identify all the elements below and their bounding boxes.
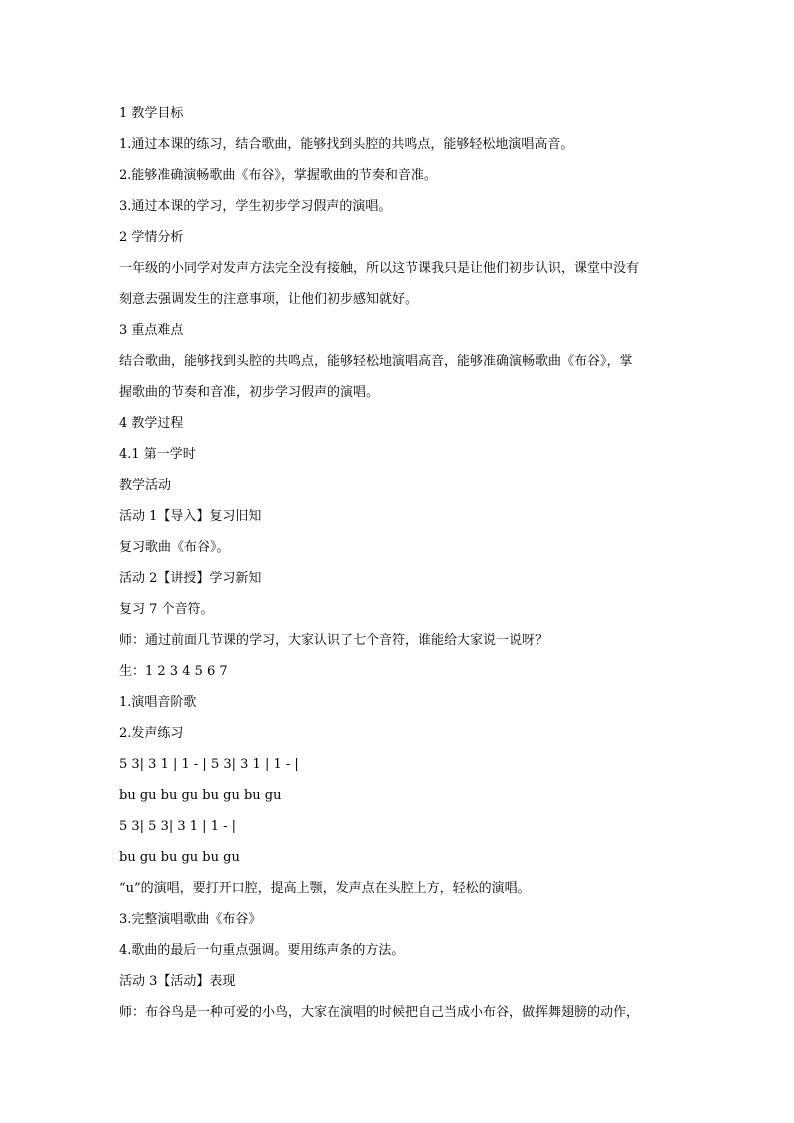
subsection-heading-first-period: 4.1 第一学时: [119, 447, 196, 462]
document-body: [119, 98, 679, 1028]
activity-3-heading: 活动 3【活动】表现: [119, 974, 236, 989]
key-points-text-line-1: 结合歌曲，能够找到头腔的共鸣点，能够轻松地演唱高音，能够准确演畅歌曲《布谷》，掌: [119, 354, 633, 369]
step-vocal-practice: 2.发声练习: [119, 726, 184, 741]
goal-item-1: 1.通过本课的练习，结合歌曲，能够找到头腔的共鸣点，能够轻松地演唱高音。: [119, 137, 574, 152]
lyrics-line-2: bu gu bu gu bu gu: [119, 850, 240, 865]
step-last-phrase: 4.歌曲的最后一句重点强调。要用练声条的方法。: [119, 943, 405, 958]
activity-2-text: 复习 7 个音符。: [119, 602, 214, 617]
section-heading-teaching-goals: 1 教学目标: [119, 106, 184, 121]
activity-2-heading: 活动 2【讲授】学习新知: [119, 571, 262, 586]
lyrics-line-1: bu gu bu gu bu gu bu gu: [119, 788, 282, 803]
teacher-line-2: 师：布谷鸟是一种可爱的小鸟，大家在演唱的时候把自己当成小布谷，做挥舞翅膀的动作，: [119, 1005, 640, 1020]
student-analysis-text-line-1: 一年级的小同学对发声方法完全没有接触，所以这节课我只是让他们初步认识，课堂中没有: [119, 261, 640, 276]
notation-line-2: 5 3| 5 3| 3 1 | 1 - |: [119, 819, 236, 834]
student-line-1: 生：1 2 3 4 5 6 7: [119, 664, 228, 679]
section-heading-student-analysis: 2 学情分析: [119, 230, 184, 245]
student-analysis-text-line-2: 刻意去强调发生的注意事项，让他们初步感知就好。: [119, 292, 419, 307]
notation-line-1: 5 3| 3 1 | 1 - | 5 3| 3 1 | 1 - |: [119, 757, 299, 772]
goal-item-3: 3.通过本课的学习，学生初步学习假声的演唱。: [119, 199, 392, 214]
step-scale-song: 1.演唱音阶歌: [119, 695, 197, 710]
step-full-song: 3.完整演唱歌曲《布谷》: [119, 912, 262, 927]
activity-1-text: 复习歌曲《布谷》。: [119, 540, 230, 555]
vocal-instruction: “u”的演唱，要打开口腔，提高上颚，发声点在头腔上方，轻松的演唱。: [119, 881, 531, 896]
teacher-line-1: 师：通过前面几节课的学习，大家认识了七个音符，谁能给大家说一说呀？: [119, 633, 549, 648]
activity-1-heading: 活动 1【导入】复习旧知: [119, 509, 262, 524]
teaching-activities-label: 教学活动: [119, 478, 172, 493]
section-heading-key-points: 3 重点难点: [119, 323, 184, 338]
key-points-text-line-2: 握歌曲的节奏和音准，初步学习假声的演唱。: [119, 385, 380, 400]
section-heading-teaching-process: 4 教学过程: [119, 416, 184, 431]
goal-item-2: 2.能够准确演畅歌曲《布谷》，掌握歌曲的节奏和音准。: [119, 168, 437, 183]
